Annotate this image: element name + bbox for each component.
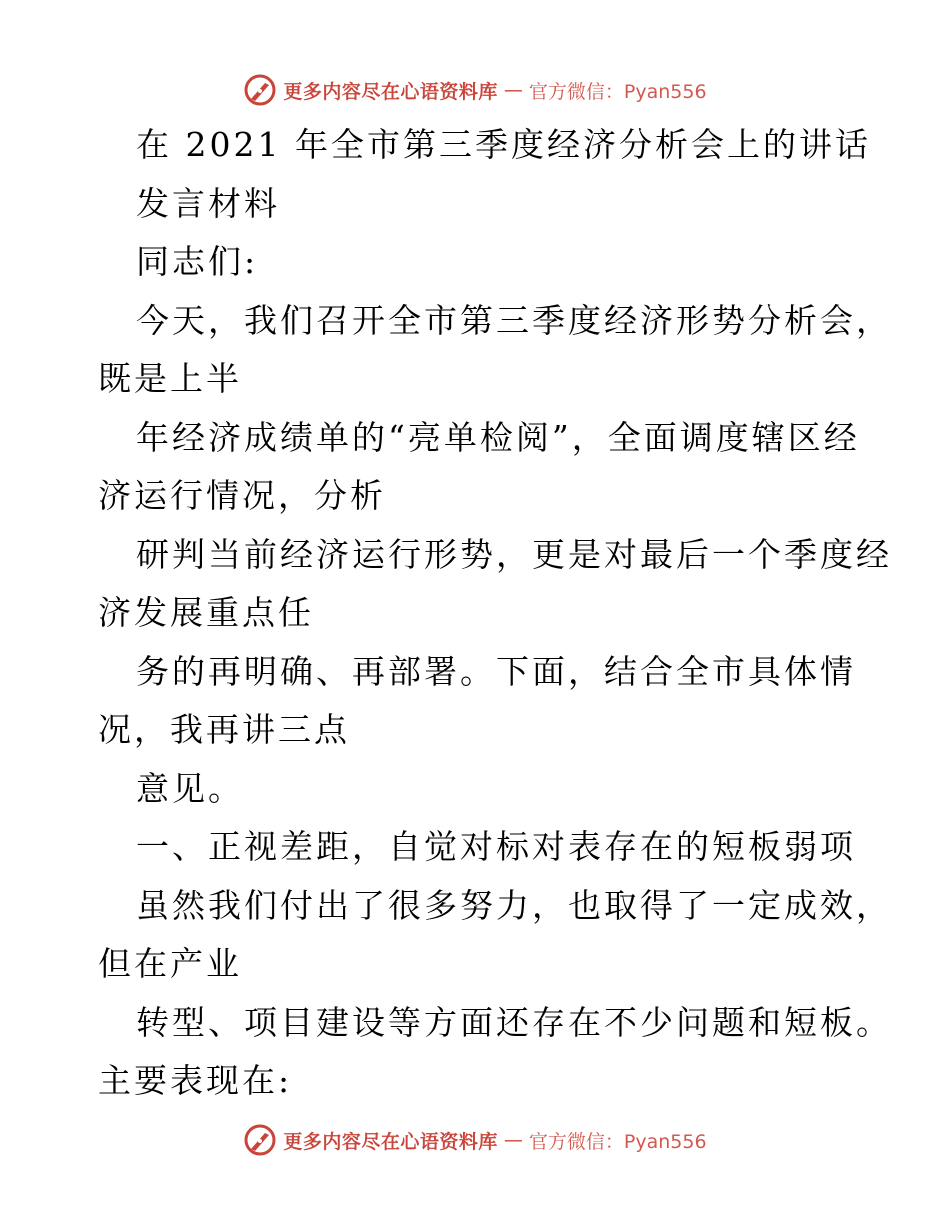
paragraph-line: 况，我再讲三点 bbox=[98, 710, 350, 749]
paragraph-line: 济发展重点任 bbox=[98, 593, 314, 632]
paragraph-line: 年经济成绩单的“亮单检阅”，全面调度辖区经 bbox=[136, 417, 860, 457]
paragraph-line: 今天，我们召开全市第三季度经济形势分析会， bbox=[136, 300, 892, 340]
paragraph-line: 虽然我们付出了很多努力，也取得了一定成效， bbox=[136, 885, 892, 925]
pen-nib-circle-icon bbox=[243, 73, 277, 107]
watermark-site-text: 更多内容尽在心语资料库 bbox=[283, 80, 498, 103]
document-title-line-1: 在 2021 年全市第三季度经济分析会上的讲话 bbox=[136, 125, 871, 164]
footer-watermark bbox=[0, 1118, 950, 1162]
document-body bbox=[98, 116, 892, 1111]
paragraph-line: 务的再明确、再部署。下面，结合全市具体情 bbox=[136, 651, 856, 691]
header-watermark bbox=[0, 68, 950, 112]
paragraph-line: 主要表现在: bbox=[98, 1061, 293, 1100]
watermark-dash: — bbox=[503, 1129, 523, 1151]
paragraph-line: 既是上半 bbox=[98, 359, 242, 398]
pen-nib-circle-icon bbox=[243, 1123, 277, 1157]
watermark-wechat-text: 官方微信：Pyan556 bbox=[528, 80, 707, 103]
watermark-site-text: 更多内容尽在心语资料库 bbox=[283, 1130, 498, 1153]
paragraph-line: 济运行情况，分析 bbox=[98, 476, 386, 515]
paragraph-line: 转型、项目建设等方面还存在不少问题和短板。 bbox=[136, 1002, 892, 1042]
paragraph-line: 意见。 bbox=[136, 768, 244, 808]
document-title-line-2: 发言材料 bbox=[136, 183, 280, 223]
paragraph-line: 研判当前经济运行形势，更是对最后一个季度经 bbox=[136, 534, 892, 574]
salutation: 同志们: bbox=[136, 242, 259, 281]
watermark-dash: — bbox=[503, 79, 523, 101]
watermark-wechat-text: 官方微信：Pyan556 bbox=[528, 1130, 707, 1153]
paragraph-line: 但在产业 bbox=[98, 944, 242, 983]
section-heading: 一、正视差距，自觉对标对表存在的短板弱项 bbox=[136, 827, 856, 866]
